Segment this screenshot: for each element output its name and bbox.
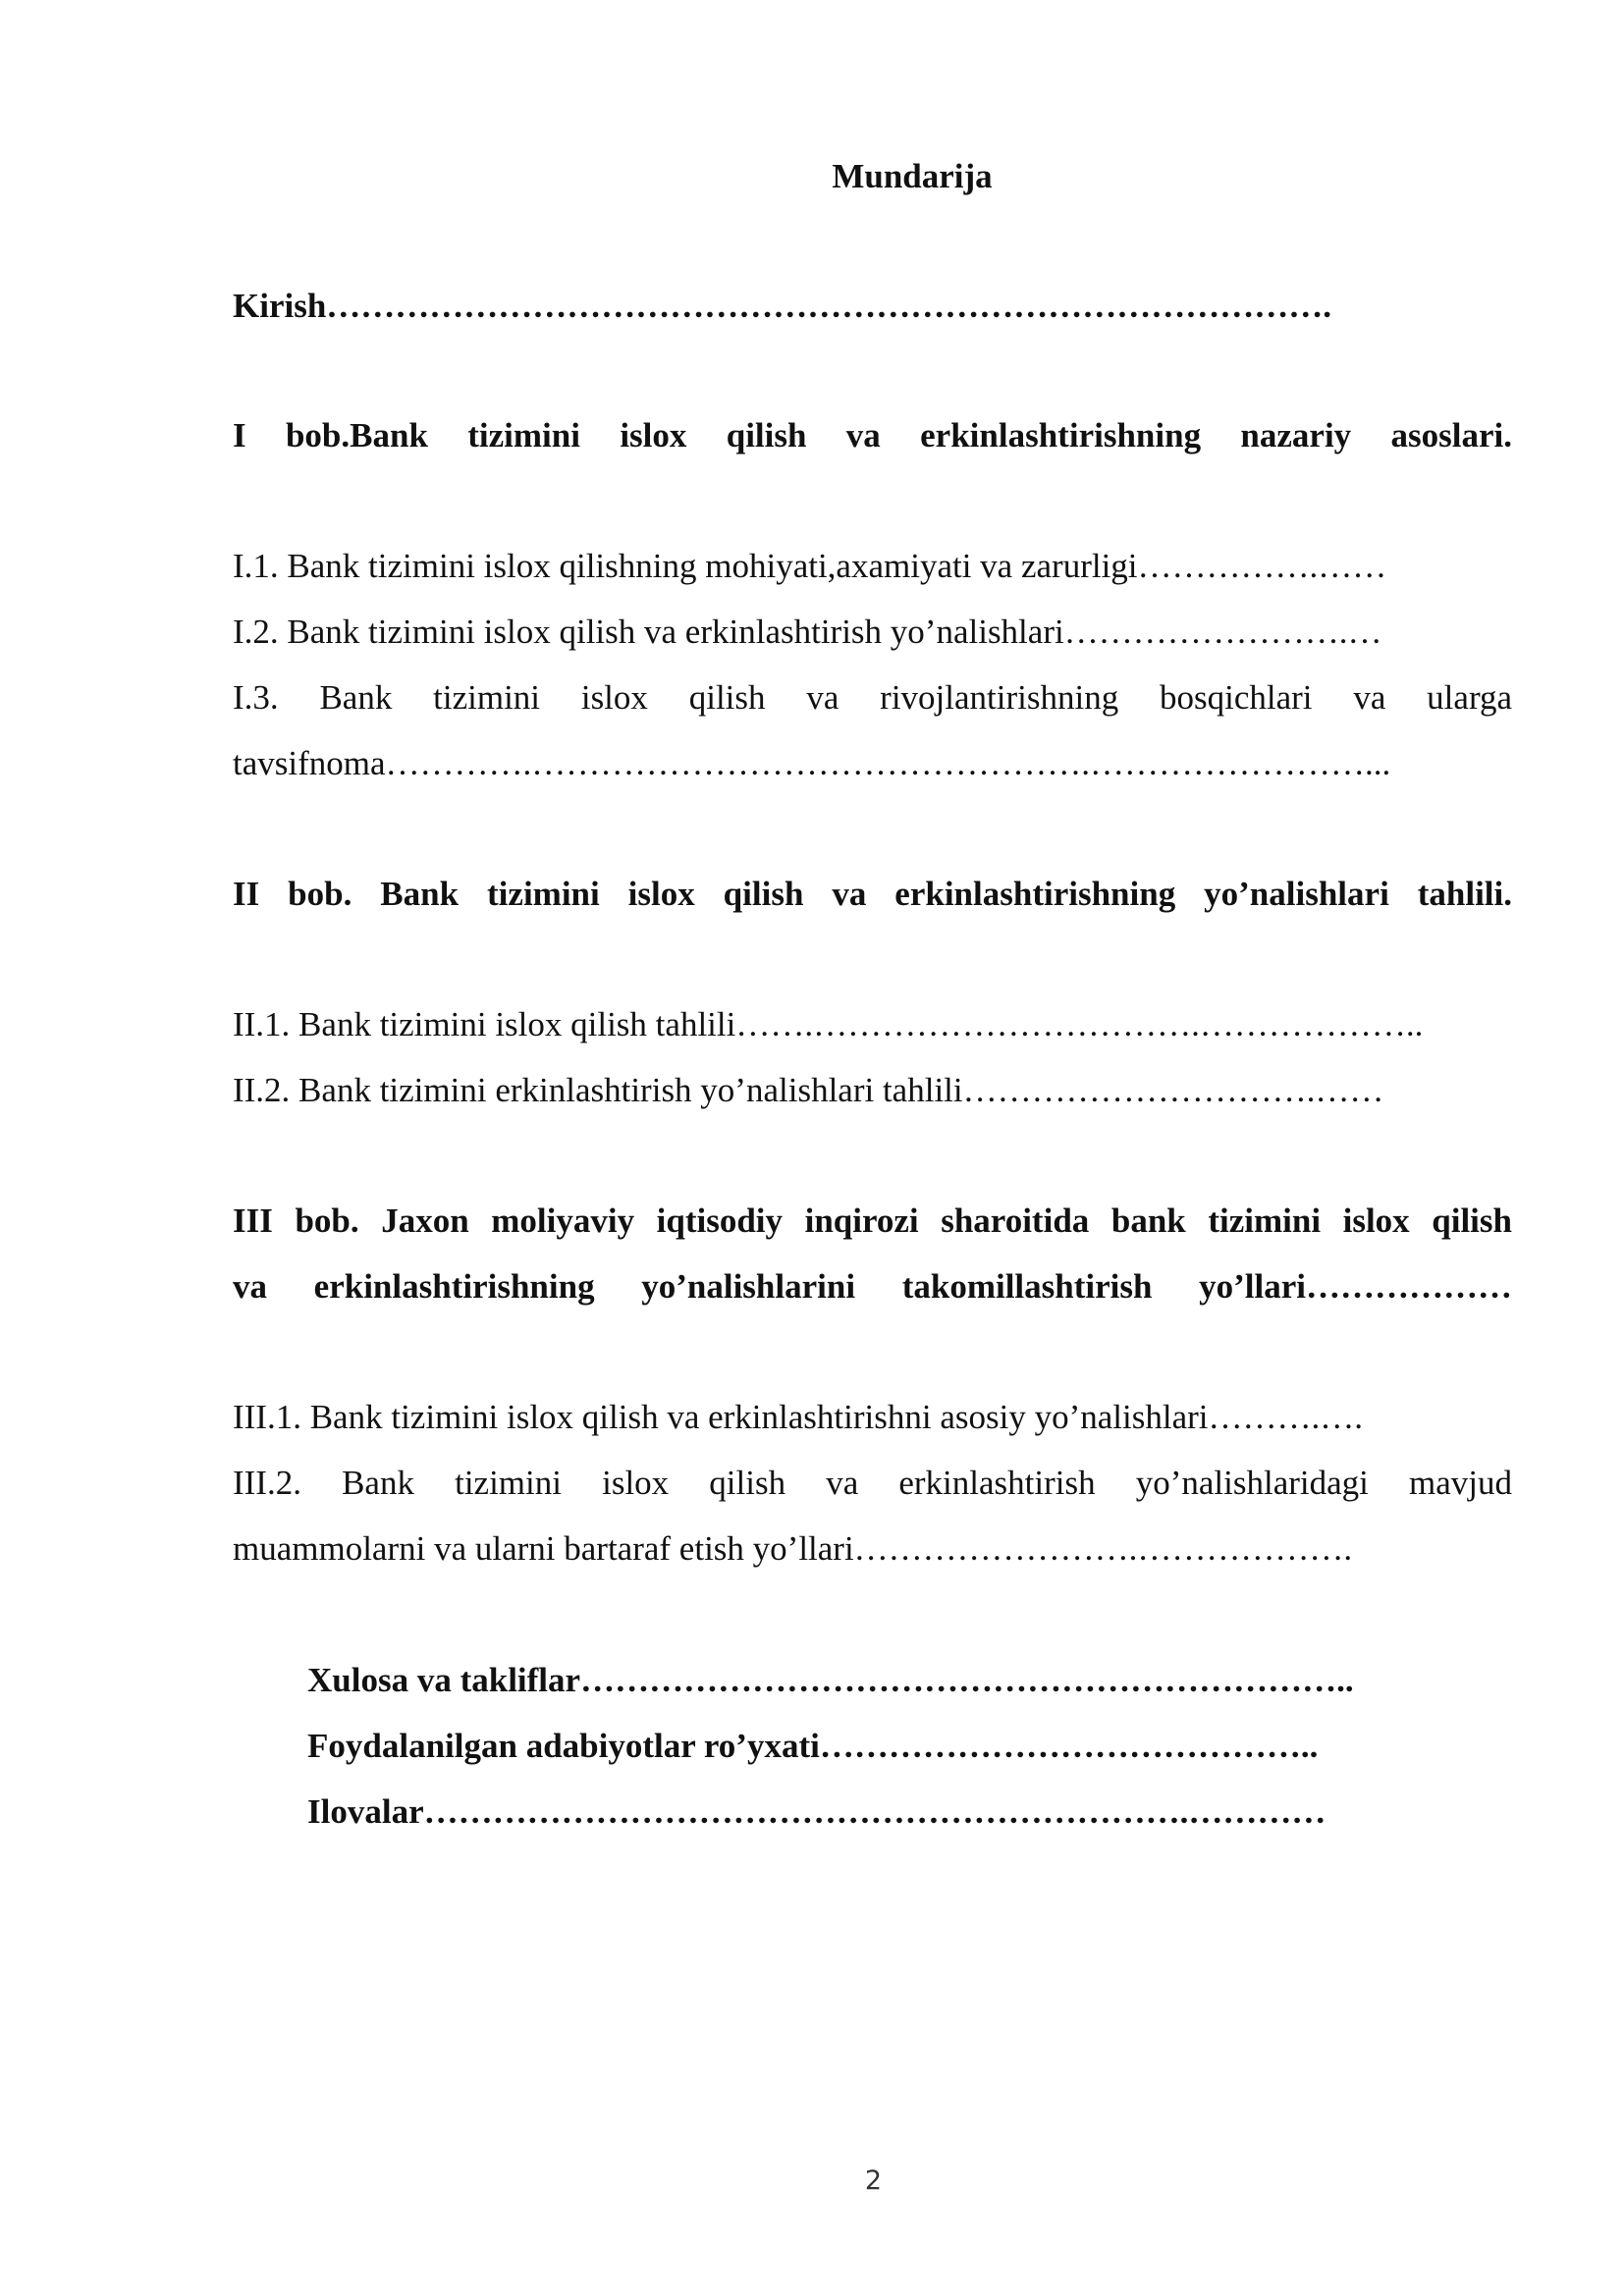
- toc-chapter-2: II bob. Bank tizimini islox qilish va erkinlashtirishning yo’nalishlari tahlili.: [233, 875, 1512, 913]
- toc-entry-appendices: Ilovalar………………………………………………………….…………: [307, 1792, 1326, 1831]
- toc-entry-conclusions: Xulosa va takliflar…………………………………………………………..: [307, 1661, 1354, 1699]
- page-number: 2: [864, 2165, 883, 2196]
- toc-chapter-1: I bob.Bank tizimini islox qilish va erkinlashtirishning nazariy asoslari.: [233, 416, 1512, 454]
- toc-chapter-3: III bob. Jaxon moliyaviy iqtisodiy inqirozi sharoitida bank tizimini islox qilish: [233, 1201, 1512, 1240]
- toc-section-1-3: I.3. Bank tizimini islox qilish va rivojlantirishning bosqichlari va ularga: [233, 678, 1512, 717]
- toc-section-2-1: II.1. Bank tizimini islox qilish tahlili…….…………………………….………………..: [233, 1005, 1424, 1043]
- toc-section-1-2: I.2. Bank tizimini islox qilish va erkinlashtirish yo’nalishlari…………………….…: [233, 613, 1382, 651]
- toc-entry-references: Foydalanilgan adabiyotlar ro’yxati……………………………………..: [307, 1727, 1319, 1765]
- toc-entry-introduction: Kirish…………………………………………………………………………….: [233, 287, 1332, 325]
- toc-section-1-1: I.1. Bank tizimini islox qilishning mohiyati,axamiyati va zarurligi…………….……: [233, 547, 1387, 585]
- toc-section-3-2: III.2. Bank tizimini islox qilish va erkinlashtirish yo’nalishlaridagi mavjud: [233, 1464, 1512, 1502]
- toc-section-2-2: II.2. Bank tizimini erkinlashtirish yo’nalishlari tahlili………………………….……: [233, 1071, 1384, 1109]
- toc-section-3-1: III.1. Bank tizimini islox qilish va erkinlashtirishni asosiy yo’nalishlari……….….: [233, 1398, 1363, 1436]
- toc-section-1-3-continued: tavsifnoma………….………………………………………….……………………...: [233, 744, 1391, 782]
- toc-section-3-2-continued: muammolarni va ularni bartaraf etish yo’llari…………………….……………….: [233, 1529, 1353, 1568]
- page-title: Mundarija: [832, 157, 993, 195]
- toc-chapter-3-continued: va erkinlashtirishning yo’nalishlarini takomillashtirish yo’llari………………: [233, 1267, 1512, 1306]
